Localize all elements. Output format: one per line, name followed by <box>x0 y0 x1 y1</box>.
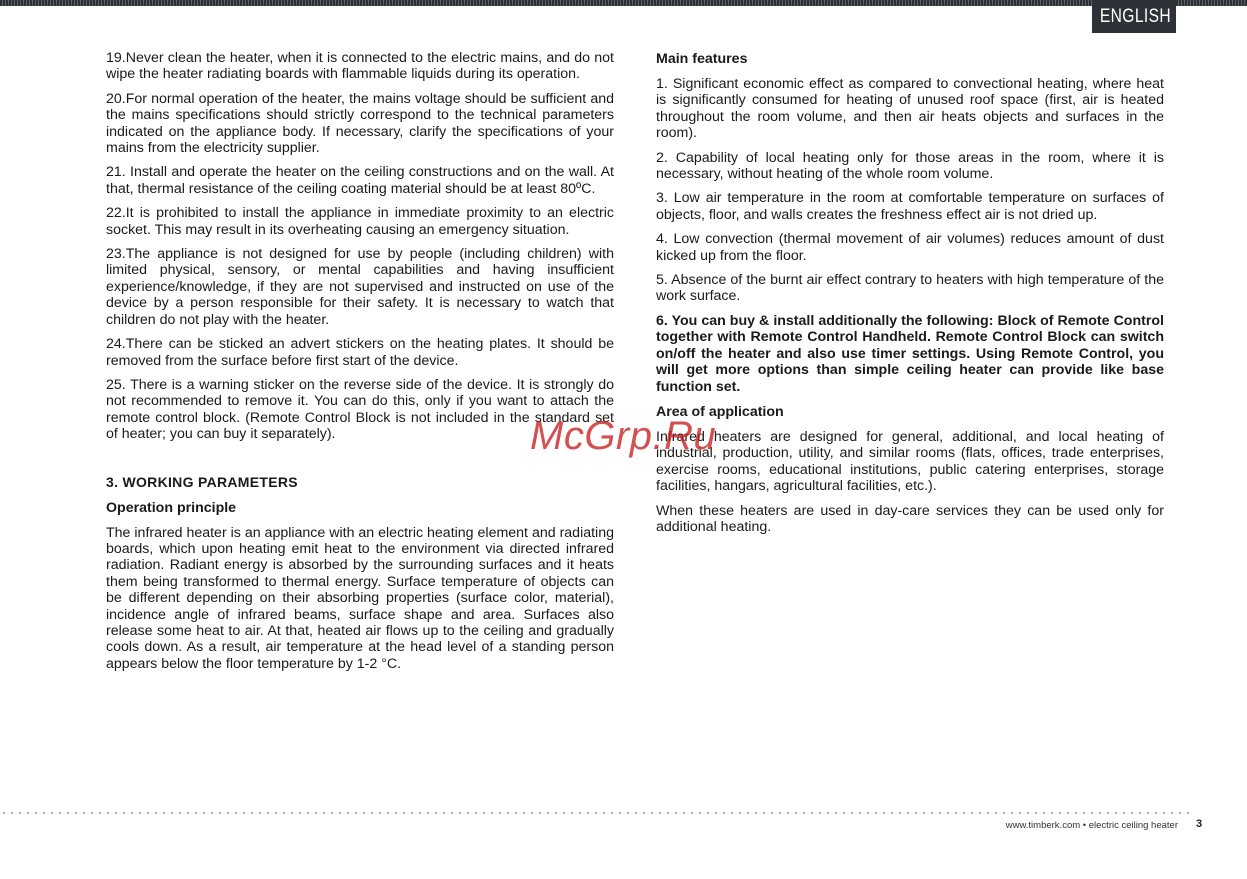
feature-5: 5. Absence of the burnt air effect contrary to heaters with high temperature of the work surface. <box>656 272 1164 305</box>
page-number: 3 <box>1196 818 1203 830</box>
language-label <box>1092 0 1176 33</box>
heading-area-of-application: Area of application <box>656 403 784 420</box>
left-column <box>106 50 614 680</box>
feature-2: 2. Capability of local heating only for those areas in the room, where it is necessary, without heating of the whole room volume. <box>656 149 1164 183</box>
heading-operation-principle: Operation principle <box>106 499 237 516</box>
right-column <box>656 50 1164 543</box>
safety-item-25: 25. There is a warning sticker on the reverse side of the device. It is strongly do not recommended to remove it. You can do this, only if you want to attach the remote control block. (Remote Control Block is not included in the standard set of heater; you can buy it separately). <box>106 376 614 443</box>
safety-item-23: 23.The appliance is not designed for use by people (including children) with limited physical, sensory, or mental capabilities and having insufficient experience/knowledge, if they are not supervised and instructed on use of the device by a person responsible for their safety. It is necessary to watch that children do not play with the heater. <box>106 246 614 328</box>
safety-item-24: 24.There can be sticked an advert stickers on the heating plates. It should be removed from the surface before first start of the device. <box>106 336 614 369</box>
operation-principle-text: The infrared heater is an appliance with an electric heating element and radiating boards, which upon heating emit heat to the environment via directed infrared radiation. Radiant energy is absorbed by the surrounding surfaces and it heats them being transformed to thermal energy. Surface temperature of objects can be different depending on their absorbing properties (surface color, material), incidence angle of infrared beams, surface shape and area. Surfaces also release some heat to air. At that, heated air flows up to the ceiling and gradually cools down. As a result, air temperature at the head level of a standing person appears below the floor temperature by 1-2 °C. <box>106 524 614 672</box>
heading-main-features: Main features <box>656 51 748 67</box>
section-title-working-parameters: 3. WORKING PARAMETERS <box>106 473 298 490</box>
daycare-note: When these heaters are used in day-care services they can be used only for additional heating. <box>656 502 1164 535</box>
top-decorative-bar <box>0 0 1247 6</box>
area-of-application-text: Infrared heaters are designed for general, additional, and local heating of industrial, production, utility, and similar rooms (flats, offices, trade enterprises, exercise rooms, educational institutions, public catering enterprises, storage facilities, hangars, agricultural facilities, etc.). <box>656 428 1164 495</box>
footer-dotted-divider <box>0 812 1190 814</box>
safety-item-21: 21. Install and operate the heater on the ceiling constructions and on the wall. At that, thermal resistance of the ceiling coating material should be at least 80ºC. <box>106 164 614 197</box>
watermark-logo: McGrp.Ru <box>530 414 717 458</box>
footer-site-link[interactable]: www.timberk.com • electric ceiling heater <box>1005 820 1178 831</box>
safety-item-20: 20.For normal operation of the heater, the mains voltage should be sufficient and the mains specifications should strictly correspond to the technical parameters indicated on the appliance body. If necessary, clarify the specifications of your mains from the electricity supplier. <box>106 90 614 157</box>
feature-1: 1. Significant economic effect as compared to convectional heating, where heat is significantly consumed for heating of unused roof space (first, air is heated throughout the room volume, and then air heats objects and surfaces in the room). <box>656 76 1164 142</box>
safety-item-22: 22.It is prohibited to install the appliance in immediate proximity to an electric socket. This may result in its overheating causing an emergency situation. <box>106 205 614 238</box>
feature-3: 3. Low air temperature in the room at comfortable temperature on surfaces of objects, floor, and walls creates the freshness effect air is not dried up. <box>656 190 1164 223</box>
safety-item-19: 19.Never clean the heater, when it is connected to the electric mains, and do not wipe the heater radiating boards with flammable liquids during its operation. <box>106 50 614 83</box>
feature-4: 4. Low convection (thermal movement of air volumes) reduces amount of dust kicked up from the floor. <box>656 231 1164 264</box>
language-text: ENGLISH <box>1099 6 1172 27</box>
feature-6: 6. You can buy & install additionally the following: Block of Remote Control together with Remote Control Handheld. Remote Control Block can switch on/off the heater and also use timer settings. Using Remote Control, you will get more options than simple ceiling heater can provide like base function set. <box>656 312 1164 395</box>
